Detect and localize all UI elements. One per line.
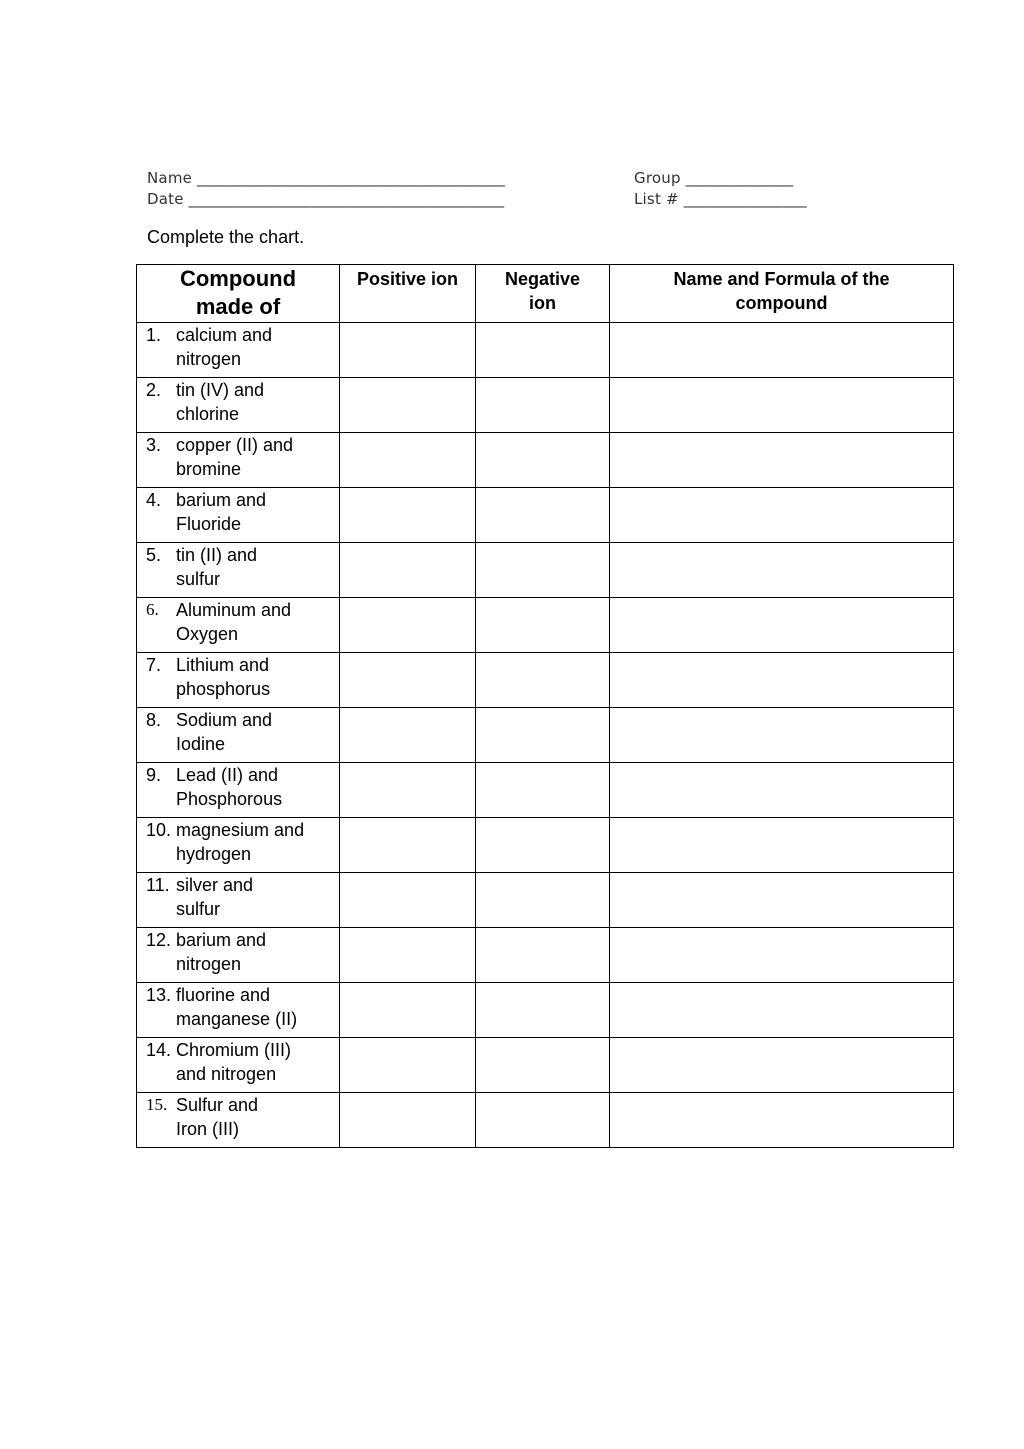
row-number: 6. [146,600,159,619]
compound-description [137,433,339,481]
name-field-label: Name ________________________________________ [147,169,506,187]
negative-ion-cell[interactable] [476,1093,610,1148]
compound-description [137,488,339,536]
compound-description [137,323,339,371]
table-row [137,763,954,818]
name-formula-cell[interactable] [610,928,954,983]
negative-ion-cell[interactable] [476,983,610,1038]
name-formula-cell[interactable] [610,543,954,598]
column-header-compound: Compound made of [137,265,340,323]
compound-elements: Sulfur and Iron (III) [176,1095,259,1139]
name-formula-cell[interactable] [610,598,954,653]
row-number: 15. [146,1095,168,1114]
negative-ion-cell[interactable] [476,928,610,983]
positive-ion-cell[interactable] [340,653,476,708]
compound-elements: silver and sulfur [176,875,254,919]
row-number: 5. [146,545,162,565]
name-formula-cell[interactable] [610,1038,954,1093]
compound-description [137,708,339,756]
compound-description [137,873,339,921]
positive-ion-cell[interactable] [340,1038,476,1093]
table-row [137,378,954,433]
row-number: 7. [146,655,162,675]
compound-description [137,598,339,646]
row-number: 9. [146,765,162,785]
group-field-label: Group ______________ [634,169,794,187]
column-header-positive-ion: Positive ion [340,265,476,323]
negative-ion-cell[interactable] [476,708,610,763]
compound-cell [137,763,340,818]
negative-ion-cell[interactable] [476,543,610,598]
positive-ion-cell[interactable] [340,763,476,818]
row-number: 2. [146,380,162,400]
compound-cell [137,1038,340,1093]
compound-cell [137,653,340,708]
row-number: 12. [146,930,172,950]
table-row [137,873,954,928]
negative-ion-cell[interactable] [476,763,610,818]
negative-ion-cell[interactable] [476,653,610,708]
table-row [137,543,954,598]
table-row [137,818,954,873]
compound-elements: magnesium and hydrogen [176,820,305,864]
positive-ion-cell[interactable] [340,708,476,763]
table-row [137,1093,954,1148]
compound-elements: Lithium and phosphorus [176,655,271,699]
name-formula-cell[interactable] [610,873,954,928]
row-number: 4. [146,490,162,510]
table-header-row [137,265,954,323]
compound-cell [137,928,340,983]
row-number: 8. [146,710,162,730]
row-number: 10. [146,820,172,840]
negative-ion-cell[interactable] [476,598,610,653]
compound-cell [137,983,340,1038]
name-formula-cell[interactable] [610,983,954,1038]
compound-elements: Chromium (III) and nitrogen [176,1040,292,1084]
compound-elements: Lead (II) and Phosphorous [176,765,283,809]
compound-description [137,1038,339,1086]
compound-elements: calcium and nitrogen [176,325,273,369]
table-body [137,323,954,1148]
row-number: 11. [146,875,170,895]
compound-description [137,543,339,591]
name-formula-cell[interactable] [610,433,954,488]
positive-ion-cell[interactable] [340,323,476,378]
compound-description [137,983,339,1031]
compound-elements: barium and Fluoride [176,490,267,534]
compound-cell [137,708,340,763]
compound-elements: barium and nitrogen [176,930,267,974]
name-formula-cell[interactable] [610,818,954,873]
date-field-label: Date _________________________________________ [147,190,505,208]
negative-ion-cell[interactable] [476,873,610,928]
table-row [137,488,954,543]
compound-cell [137,488,340,543]
list-number-field-label: List # ________________ [634,190,807,208]
name-formula-cell[interactable] [610,378,954,433]
positive-ion-cell[interactable] [340,433,476,488]
negative-ion-cell[interactable] [476,818,610,873]
compound-cell [137,323,340,378]
compound-cell [137,873,340,928]
positive-ion-cell[interactable] [340,818,476,873]
negative-ion-cell[interactable] [476,378,610,433]
column-header-name-formula: Name and Formula of the compound [610,265,954,323]
compound-chart [136,264,954,1148]
table-row [137,598,954,653]
compound-cell [137,433,340,488]
compound-cell [137,543,340,598]
positive-ion-cell[interactable] [340,543,476,598]
table-row [137,323,954,378]
negative-ion-cell[interactable] [476,1038,610,1093]
compound-elements: Sodium and Iodine [176,710,273,754]
positive-ion-cell[interactable] [340,873,476,928]
positive-ion-cell[interactable] [340,928,476,983]
row-number: 1. [146,325,162,345]
compound-elements: tin (II) and sulfur [176,545,258,589]
compound-description [137,818,339,866]
column-header-negative-ion: Negative ion [476,265,610,323]
row-number: 13. [146,985,172,1005]
name-formula-cell[interactable] [610,653,954,708]
compound-cell [137,378,340,433]
compound-description [137,653,339,701]
compound-description [137,1093,339,1141]
table-row [137,433,954,488]
positive-ion-cell[interactable] [340,488,476,543]
compound-elements: tin (IV) and chlorine [176,380,265,424]
negative-ion-cell[interactable] [476,323,610,378]
positive-ion-cell[interactable] [340,378,476,433]
negative-ion-cell[interactable] [476,488,610,543]
positive-ion-cell[interactable] [340,1093,476,1148]
table-row [137,653,954,708]
name-formula-cell[interactable] [610,323,954,378]
row-number: 3. [146,435,162,455]
compound-description [137,928,339,976]
positive-ion-cell[interactable] [340,983,476,1038]
name-formula-cell[interactable] [610,708,954,763]
name-formula-cell[interactable] [610,763,954,818]
name-formula-cell[interactable] [610,1093,954,1148]
table-row [137,708,954,763]
table-row [137,928,954,983]
compound-elements: Aluminum and Oxygen [176,600,292,644]
name-formula-cell[interactable] [610,488,954,543]
table-row [137,1038,954,1093]
compound-elements: fluorine and manganese (II) [176,985,298,1029]
table-row [137,983,954,1038]
compound-description [137,763,339,811]
compound-cell [137,598,340,653]
compound-cell [137,818,340,873]
compound-description [137,378,339,426]
negative-ion-cell[interactable] [476,433,610,488]
row-number: 14. [146,1040,172,1060]
positive-ion-cell[interactable] [340,598,476,653]
instruction-text: Complete the chart. [147,227,305,247]
compound-elements: copper (II) and bromine [176,435,294,479]
compound-cell [137,1093,340,1148]
